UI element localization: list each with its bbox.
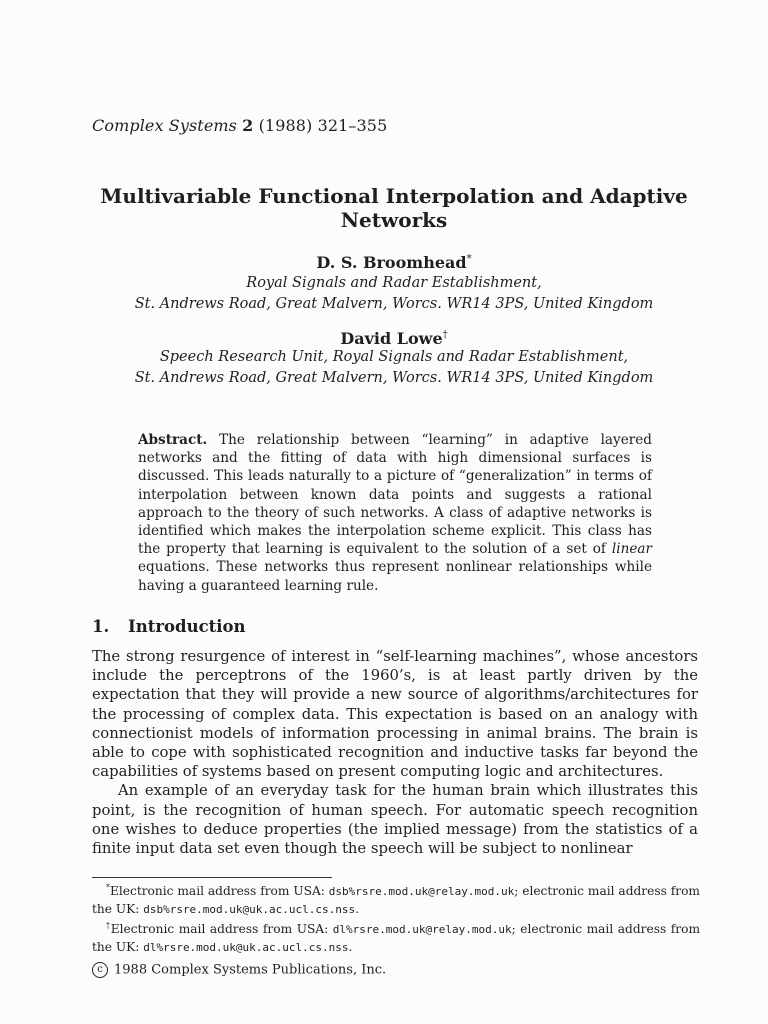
footnote-2: †Electronic mail address from USA: dl%rsre.mod.uk@relay.mod.uk; electronic mail address from the UK: dl%rsre.mod.uk@uk.ac.ucl.cs.nss. (92, 921, 701, 954)
journal-reference (92, 116, 387, 135)
author-2-affiliation (80, 347, 708, 389)
copyright-notice (92, 962, 386, 978)
footnote-2-mark: † (106, 921, 111, 931)
footnote-1-email-uk: dsb%rsre.mod.uk@uk.ac.ucl.cs.nss (143, 902, 356, 916)
abstract-text-part-2: equations. These networks thus represent nonlinear relationships while having a guaranteed learning rule. (138, 559, 652, 594)
paper-title-line-1: Multivariable Functional Interpolation and Adaptive (100, 184, 688, 208)
footnote-2-email-uk: dl%rsre.mod.uk@uk.ac.ucl.cs.nss (143, 940, 349, 954)
section-heading (92, 617, 246, 636)
footnote-1-email-usa: dsb%rsre.mod.uk@relay.mod.uk (328, 885, 515, 899)
journal-volume: 2 (242, 116, 254, 135)
section-title: Introduction (128, 617, 246, 636)
copyright-icon: c (92, 962, 108, 978)
paper-title-line-2: Networks (340, 208, 448, 232)
author-1-name: D. S. Broomhead* (316, 253, 472, 272)
journal-name: Complex Systems (92, 116, 237, 135)
author-2-affiliation-line-2: St. Andrews Road, Great Malvern, Worcs. WR14 3PS, United Kingdom (134, 370, 654, 386)
author-1-affiliation-line-1: Royal Signals and Radar Establishment, (246, 275, 542, 291)
author-1-footnote-mark: * (466, 253, 472, 265)
body-text (92, 647, 698, 858)
journal-pages: (1988) 321–355 (258, 116, 388, 135)
author-2-name: David Lowe† (340, 329, 448, 348)
copyright-text: 1988 Complex Systems Publications, Inc. (114, 962, 387, 978)
author-2-footnote-mark: † (442, 329, 448, 341)
footnote-1-mark: * (106, 883, 110, 892)
paper-title (80, 184, 708, 232)
footnotes (92, 880, 700, 956)
body-paragraph-1: The strong resurgence of interest in “self-learning machines”, whose ancestors include the perceptrons of the 1960’s, is at least partly driven by the expectation that they will provide a new source of algorithms/architectures for the processing of complex data. This expectation is based on an analogy with connectionist models of information processing in animal brains. The brain is able to cope with sophisticated recognition and inductive tasks far beyond the capabilities of systems based on present computing logic and architectures. (92, 648, 698, 781)
abstract-text-part-1: The relationship between “learning” in adaptive layered networks and the fitting of data with high dimensional surfaces is discussed. This leads naturally to a picture of “generalization” in terms of interpolation between known data points and suggests a rational approach to the theory of such networks. A class of adaptive networks is identified which makes the interpolation scheme explicit. This class has the property that learning is equivalent to the solution of a set of (138, 432, 652, 558)
body-paragraph-2: An example of an everyday task for the human brain which illustrates this point, is the recognition of human speech. For automatic speech recognition one wishes to deduce properties (the implied message) from the statistics of a finite input data set even though the speech will be subject to nonlinear (92, 782, 698, 858)
author-1-affiliation (80, 273, 708, 315)
author-2-affiliation-line-1: Speech Research Unit, Royal Signals and Radar Establishment, (159, 349, 629, 365)
footnote-2-email-usa: dl%rsre.mod.uk@relay.mod.uk (332, 923, 512, 937)
abstract (138, 431, 652, 595)
section-number: 1. (92, 617, 110, 636)
footnote-1: *Electronic mail address from USA: dsb%rsre.mod.uk@relay.mod.uk; electronic mail address from the UK: dsb%rsre.mod.uk@uk.ac.ucl.cs.nss. (92, 883, 700, 916)
footnote-rule (92, 877, 332, 878)
abstract-label: Abstract. (138, 432, 208, 448)
author-1-affiliation-line-2: St. Andrews Road, Great Malvern, Worcs. WR14 3PS, United Kingdom (134, 296, 654, 312)
abstract-emphasis: linear (611, 541, 653, 558)
